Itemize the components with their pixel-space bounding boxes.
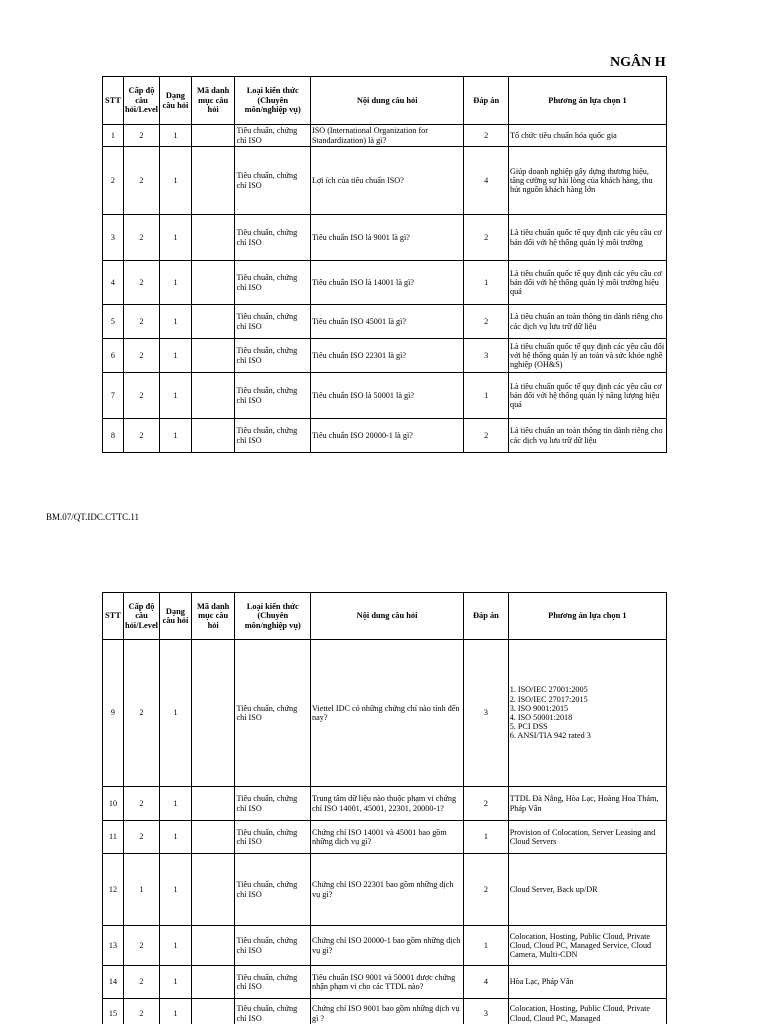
cell-level: 2 — [123, 305, 159, 339]
cell-option-1: Là tiêu chuẩn quốc tế quy định các yêu cầu cơ bản đối với hệ thống quản lý môi trường — [508, 215, 666, 261]
cell-category-code — [191, 966, 235, 999]
cell-category-code — [191, 147, 235, 215]
cell-stt: 2 — [103, 147, 124, 215]
cell-answer: 4 — [464, 147, 509, 215]
cell-option-1 — [508, 999, 666, 1024]
cell-type: 1 — [159, 640, 191, 787]
cell-knowledge-type: Tiêu chuẩn, chứng chỉ ISO — [235, 373, 311, 419]
option-line: 5. PCI DSS — [509, 722, 548, 732]
cell-answer: 3 — [464, 999, 509, 1024]
cell-option-1: Là tiêu chuẩn quốc tế quy định các yêu cầu đối với hệ thống quản lý an toàn và sức khỏe nghề nghiệp (OH&S) — [508, 339, 666, 373]
cell-knowledge-type: Tiêu chuẩn, chứng chỉ ISO — [235, 215, 311, 261]
option-line: Colocation, Hosting, Public Cloud, Private Cloud, Cloud PC, Managed — [509, 1004, 651, 1023]
cell-category-code — [191, 854, 235, 926]
cell-stt: 7 — [103, 373, 124, 419]
cell-knowledge-type: Tiêu chuẩn, chứng chỉ ISO — [235, 999, 311, 1024]
header-type: Dạng câu hỏi — [159, 77, 191, 125]
cell-category-code — [191, 640, 235, 787]
header-level: Cấp độ câu hỏi/Level — [123, 593, 159, 640]
cell-option-1 — [508, 854, 666, 926]
cell-stt: 12 — [103, 854, 124, 926]
cell-stt: 9 — [103, 640, 124, 787]
cell-option-1 — [508, 966, 666, 999]
table-row — [103, 640, 667, 787]
cell-category-code — [191, 926, 235, 966]
cell-option-1: Là tiêu chuẩn an toàn thông tin dành riêng cho các dịch vụ lưu trữ dữ liệu — [508, 419, 666, 453]
cell-answer: 1 — [464, 261, 509, 305]
cell-level: 2 — [123, 966, 159, 999]
cell-knowledge-type: Tiêu chuẩn, chứng chỉ ISO — [235, 261, 311, 305]
cell-level: 2 — [123, 147, 159, 215]
cell-answer: 2 — [464, 787, 509, 821]
cell-question: Tiêu chuẩn ISO 45001 là gì? — [310, 305, 463, 339]
cell-knowledge-type: Tiêu chuẩn, chứng chỉ ISO — [235, 854, 311, 926]
header-type: Dạng câu hỏi — [159, 593, 191, 640]
cell-type: 1 — [159, 854, 191, 926]
table-row — [103, 966, 667, 999]
cell-question: Tiêu chuẩn ISO là 50001 là gì? — [310, 373, 463, 419]
table-row — [103, 339, 667, 373]
cell-stt: 15 — [103, 999, 124, 1024]
cell-level: 1 — [123, 854, 159, 926]
option-line: 2. ISO/IEC 27017:2015 — [509, 694, 588, 704]
cell-question: Trung tâm dữ liệu nào thuộc phạm vi chứng chỉ ISO 14001, 45001, 22301, 20000-1? — [311, 787, 464, 821]
table-row — [103, 147, 667, 215]
document-title: NGÂN H — [610, 55, 666, 70]
cell-category-code — [191, 999, 235, 1024]
cell-option-1: Là tiêu chuẩn quốc tế quy định các yêu cầu cơ bản đối với hệ thống quản lý năng lượng hiệu quả — [508, 373, 666, 419]
cell-question: ISO (International Organization for Standardization) là gì? — [310, 125, 463, 147]
cell-option-1: Tổ chức tiêu chuẩn hóa quốc gia — [508, 125, 666, 147]
form-code: BM.07/QT.IDC.CTTC.11 — [46, 512, 140, 522]
header-answer: Đáp án — [464, 77, 509, 125]
cell-answer: 1 — [464, 373, 509, 419]
cell-level: 2 — [123, 339, 159, 373]
header-category-code: Mã danh mục câu hỏi — [191, 77, 235, 125]
cell-option-1: Là tiêu chuẩn quốc tế quy định các yêu cầu cơ bản đối với hệ thống quản lý môi trường hiệu quả — [508, 261, 666, 305]
cell-question: Tiêu chuẩn ISO là 9001 là gì? — [310, 215, 463, 261]
cell-level: 2 — [123, 787, 159, 821]
cell-option-1 — [508, 821, 666, 854]
header-question: Nội dung câu hỏi — [311, 593, 464, 640]
cell-category-code — [191, 305, 235, 339]
cell-stt: 1 — [103, 125, 124, 147]
cell-stt: 5 — [103, 305, 124, 339]
cell-type: 1 — [159, 821, 191, 854]
header-category-code: Mã danh mục câu hỏi — [191, 593, 235, 640]
header-stt: STT — [103, 77, 124, 125]
cell-level: 2 — [123, 419, 159, 453]
cell-type: 1 — [159, 926, 191, 966]
cell-type: 1 — [159, 215, 191, 261]
cell-stt: 11 — [103, 821, 124, 854]
cell-category-code — [191, 419, 235, 453]
table-row — [103, 215, 667, 261]
cell-category-code — [191, 215, 235, 261]
question-table-2 — [102, 592, 667, 1024]
header-knowledge-type: Loại kiến thức (Chuyên môn/nghiệp vụ) — [235, 77, 311, 125]
cell-category-code — [191, 821, 235, 854]
header-question: Nội dung câu hỏi — [310, 77, 463, 125]
table-row — [103, 125, 667, 147]
cell-level: 2 — [123, 125, 159, 147]
cell-stt: 10 — [103, 787, 124, 821]
cell-level: 2 — [123, 999, 159, 1024]
option-line: 4. ISO 50001:2018 — [509, 713, 573, 722]
cell-option-1 — [508, 640, 666, 787]
option-line: TTDL Đà Nẵng, Hòa Lạc, Hoàng Hoa Thám, Pháp Vân — [509, 794, 659, 813]
cell-question: Chứng chỉ ISO 20000-1 bao gồm những dịch vụ gì? — [311, 926, 464, 966]
cell-answer: 1 — [464, 821, 509, 854]
cell-knowledge-type: Tiêu chuẩn, chứng chỉ ISO — [235, 339, 311, 373]
cell-level: 2 — [123, 373, 159, 419]
cell-stt: 3 — [103, 215, 124, 261]
cell-question: Lợi ích của tiêu chuẩn ISO? — [310, 147, 463, 215]
table-header-row — [103, 77, 667, 125]
table-row — [103, 305, 667, 339]
cell-answer: 2 — [464, 125, 509, 147]
cell-type: 1 — [159, 787, 191, 821]
cell-level: 2 — [123, 640, 159, 787]
cell-option-1 — [508, 787, 666, 821]
cell-stt: 6 — [103, 339, 124, 373]
cell-category-code — [191, 339, 235, 373]
cell-level: 2 — [123, 926, 159, 966]
option-line: Cloud Server, Back up/DR — [509, 884, 598, 894]
cell-knowledge-type: Tiêu chuẩn, chứng chỉ ISO — [235, 926, 311, 966]
cell-type: 1 — [159, 419, 191, 453]
cell-type: 1 — [159, 305, 191, 339]
table-row — [103, 373, 667, 419]
cell-question: Tiêu chuẩn ISO 22301 là gì? — [310, 339, 463, 373]
option-line: Provision of Colocation, Server Leasing and Cloud Servers — [509, 827, 656, 846]
cell-type: 1 — [159, 261, 191, 305]
cell-answer: 2 — [464, 854, 509, 926]
cell-question: Viettel IDC có những chứng chỉ nào tính đến nay? — [311, 640, 464, 787]
header-stt: STT — [103, 593, 124, 640]
cell-answer: 2 — [464, 215, 509, 261]
option-line: 1. ISO/IEC 27001:2005 — [509, 685, 588, 695]
header-answer: Đáp án — [464, 593, 509, 640]
cell-question: Tiêu chuẩn ISO là 14001 là gì? — [310, 261, 463, 305]
cell-stt: 14 — [103, 966, 124, 999]
cell-category-code — [191, 787, 235, 821]
cell-knowledge-type: Tiêu chuẩn, chứng chỉ ISO — [235, 821, 311, 854]
cell-option-1 — [508, 926, 666, 966]
question-table-1 — [102, 76, 667, 453]
cell-question: Chứng chỉ ISO 14001 và 45001 bao gồm những dịch vụ gì? — [311, 821, 464, 854]
cell-type: 1 — [159, 339, 191, 373]
cell-answer: 1 — [464, 926, 509, 966]
table-row — [103, 787, 667, 821]
cell-knowledge-type: Tiêu chuẩn, chứng chỉ ISO — [235, 305, 311, 339]
table-row — [103, 999, 667, 1024]
cell-knowledge-type: Tiêu chuẩn, chứng chỉ ISO — [235, 640, 311, 787]
cell-knowledge-type: Tiêu chuẩn, chứng chỉ ISO — [235, 147, 311, 215]
cell-question: Chứng chỉ ISO 22301 bao gồm những dịch vụ gì? — [311, 854, 464, 926]
header-knowledge-type: Loại kiến thức (Chuyên môn/nghiệp vụ) — [235, 593, 311, 640]
cell-answer: 2 — [464, 419, 509, 453]
cell-knowledge-type: Tiêu chuẩn, chứng chỉ ISO — [235, 125, 311, 147]
header-level: Cấp độ câu hỏi/Level — [123, 77, 159, 125]
cell-knowledge-type: Tiêu chuẩn, chứng chỉ ISO — [235, 419, 311, 453]
cell-category-code — [191, 373, 235, 419]
option-line: Hòa Lạc, Pháp Vân — [509, 977, 574, 987]
cell-question: Chứng chỉ ISO 9001 bao gồm những dịch vụ gì ? — [311, 999, 464, 1024]
cell-type: 1 — [159, 373, 191, 419]
cell-level: 2 — [123, 261, 159, 305]
cell-category-code — [191, 261, 235, 305]
table-row — [103, 854, 667, 926]
table-row — [103, 419, 667, 453]
table-row — [103, 926, 667, 966]
cell-answer: 3 — [464, 640, 509, 787]
cell-type: 1 — [159, 125, 191, 147]
cell-stt: 13 — [103, 926, 124, 966]
cell-type: 1 — [159, 966, 191, 999]
cell-type: 1 — [159, 999, 191, 1024]
table-row — [103, 261, 667, 305]
header-option-1: Phương án lựa chọn 1 — [508, 77, 666, 125]
cell-knowledge-type: Tiêu chuẩn, chứng chỉ ISO — [235, 787, 311, 821]
cell-knowledge-type: Tiêu chuẩn, chứng chỉ ISO — [235, 966, 311, 999]
cell-stt: 4 — [103, 261, 124, 305]
cell-level: 2 — [123, 821, 159, 854]
cell-option-1: Giúp doanh nghiệp gây dựng thương hiệu, tăng cường sự hài lòng của khách hàng, thu hút nguồn khách hàng lớn — [508, 147, 666, 215]
cell-answer: 3 — [464, 339, 509, 373]
cell-question: Tiêu chuẩn ISO 20000-1 là gì? — [310, 419, 463, 453]
option-line: Colocation, Hosting, Public Cloud, Private Cloud, Cloud PC, Managed Service, Cloud Camera, Multi-CDN — [509, 931, 652, 960]
cell-type: 1 — [159, 147, 191, 215]
option-line: 6. ANSI/TIA 942 rated 3 — [509, 731, 591, 741]
cell-question: Tiêu chuẩn ISO 9001 và 50001 được chứng nhận phạm vi cho các TTDL nào? — [311, 966, 464, 999]
cell-answer: 4 — [464, 966, 509, 999]
cell-option-1: Là tiêu chuẩn an toàn thông tin dành riêng cho các dịch vụ lưu trữ dữ liệu — [508, 305, 666, 339]
header-option-1: Phương án lựa chọn 1 — [508, 593, 666, 640]
cell-answer: 2 — [464, 305, 509, 339]
table-header-row — [103, 593, 667, 640]
option-line: 3. ISO 9001:2015 — [509, 703, 569, 713]
cell-category-code — [191, 125, 235, 147]
cell-level: 2 — [123, 215, 159, 261]
cell-stt: 8 — [103, 419, 124, 453]
table-row — [103, 821, 667, 854]
